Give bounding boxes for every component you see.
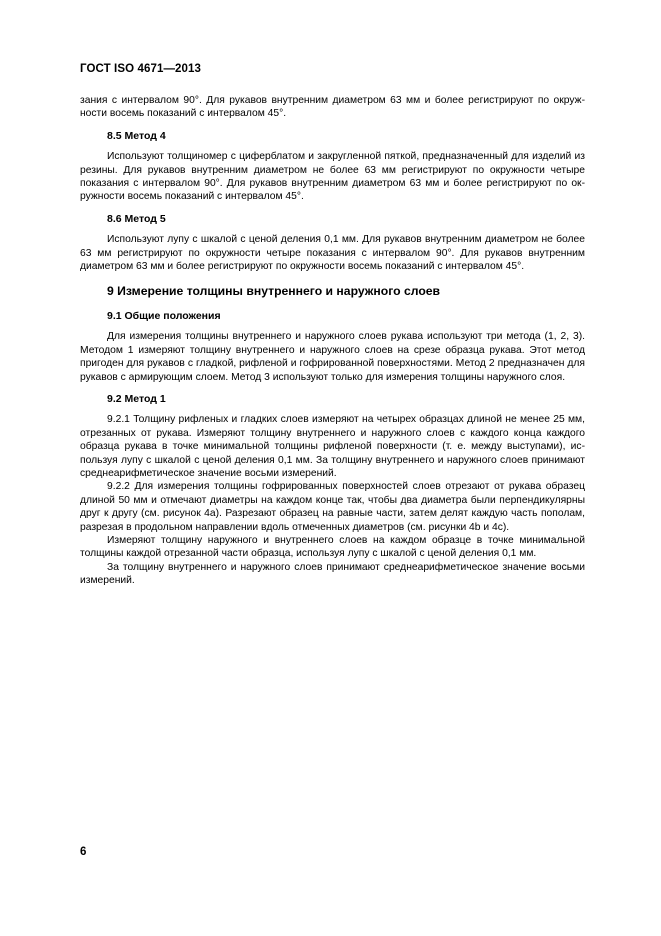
heading-9-1: 9.1 Общие положения — [107, 309, 221, 322]
paragraph-9-1: Для измерения толщины внутреннего и наружного слоев рукава используют три метода (1, 2, 3). Методом 1 измеряют толщину внутреннего и наружного слоев на срезе образца рукава. Этот метод пригоден для рукавов с гладкой, рифленой и гофрированной поверхностями. Метод 2 предназначен для рукавов с армирующим слоем. Метод 3 используют только для измерения толщины наружного слоя. — [80, 331, 585, 383]
page-number: 6 — [80, 846, 87, 858]
paragraph-8-5: Используют толщиномер с циферблатом и закругленной пяткой, предназначенный для изделий из резины. Для рукавов внутренним диаметром не более 63 мм регистрируют по окружности четыре показания с интервалом 90°. Для рукавов внутренним диаметром 63 мм и более регистрируют по окружности восемь показаний с интервалом 45°. — [80, 151, 585, 203]
paragraph-9-2-1: 9.2.1 Толщину рифленых и гладких слоев измеряют на четырех образцах длиной не менее 25 мм, отрезанных от рукава. Измеряют толщину внутреннего и наружного слоев с каждого конца каждого образца рукава в точке минимальной толщины рифленой поверхности (т. е. между выступами), используя лупу с шкалой с ценой деления 0,1 мм. За толщину внутреннего и наружного слоев принимают среднеарифметическое значение восьми измерений. — [80, 414, 585, 479]
heading-8-6: 8.6 Метод 5 — [107, 212, 166, 225]
section-heading-9: 9 Измерение толщины внутреннего и наружного слоев — [107, 284, 441, 299]
heading-8-5: 8.5 Метод 4 — [107, 129, 166, 142]
document-body — [80, 94, 585, 588]
paragraph-9-2-2: 9.2.2 Для измерения толщины гофрированных поверхностей слоев отрезают от рукава образец длиной 50 мм и отмечают диаметры на каждом конце так, чтобы два диаметра были перпендикулярны друг к другу (см. рисунок 4а). Разрезают образец на равные части, затем делят каждую часть пополам, разрезая в продольном направлении вдоль отмеченных диаметров (см. рисунки 4b и 4c). — [80, 481, 585, 533]
standard-header: ГОСТ ISO 4671—2013 — [80, 63, 202, 75]
paragraph-continuation: зания с интервалом 90°. Для рукавов внутренним диаметром 63 мм и более регистрируют по окружности восемь показаний с интервалом 45°. — [80, 95, 585, 120]
heading-9-2: 9.2 Метод 1 — [107, 392, 166, 405]
paragraph-9-2-2-result: За толщину внутреннего и наружного слоев принимают среднеарифметическое значение восьми измерений. — [80, 561, 585, 587]
paragraph-8-6: Используют лупу с шкалой с ценой деления 0,1 мм. Для рукавов внутренним диаметром не более 63 мм регистрируют по окружности четыре показания с интервалом 90°. Для рукавов внутренним диаметром 63 мм и более регистрируют по окружности восемь показаний с интервалом 45°. — [80, 234, 585, 273]
paragraph-9-2-2-measure: Измеряют толщину наружного и внутреннего слоев на каждом образце в точке минимальной толщины каждой отрезанной части образца, используя лупу с шкалой с ценой деления 0,1 мм. — [80, 534, 585, 560]
